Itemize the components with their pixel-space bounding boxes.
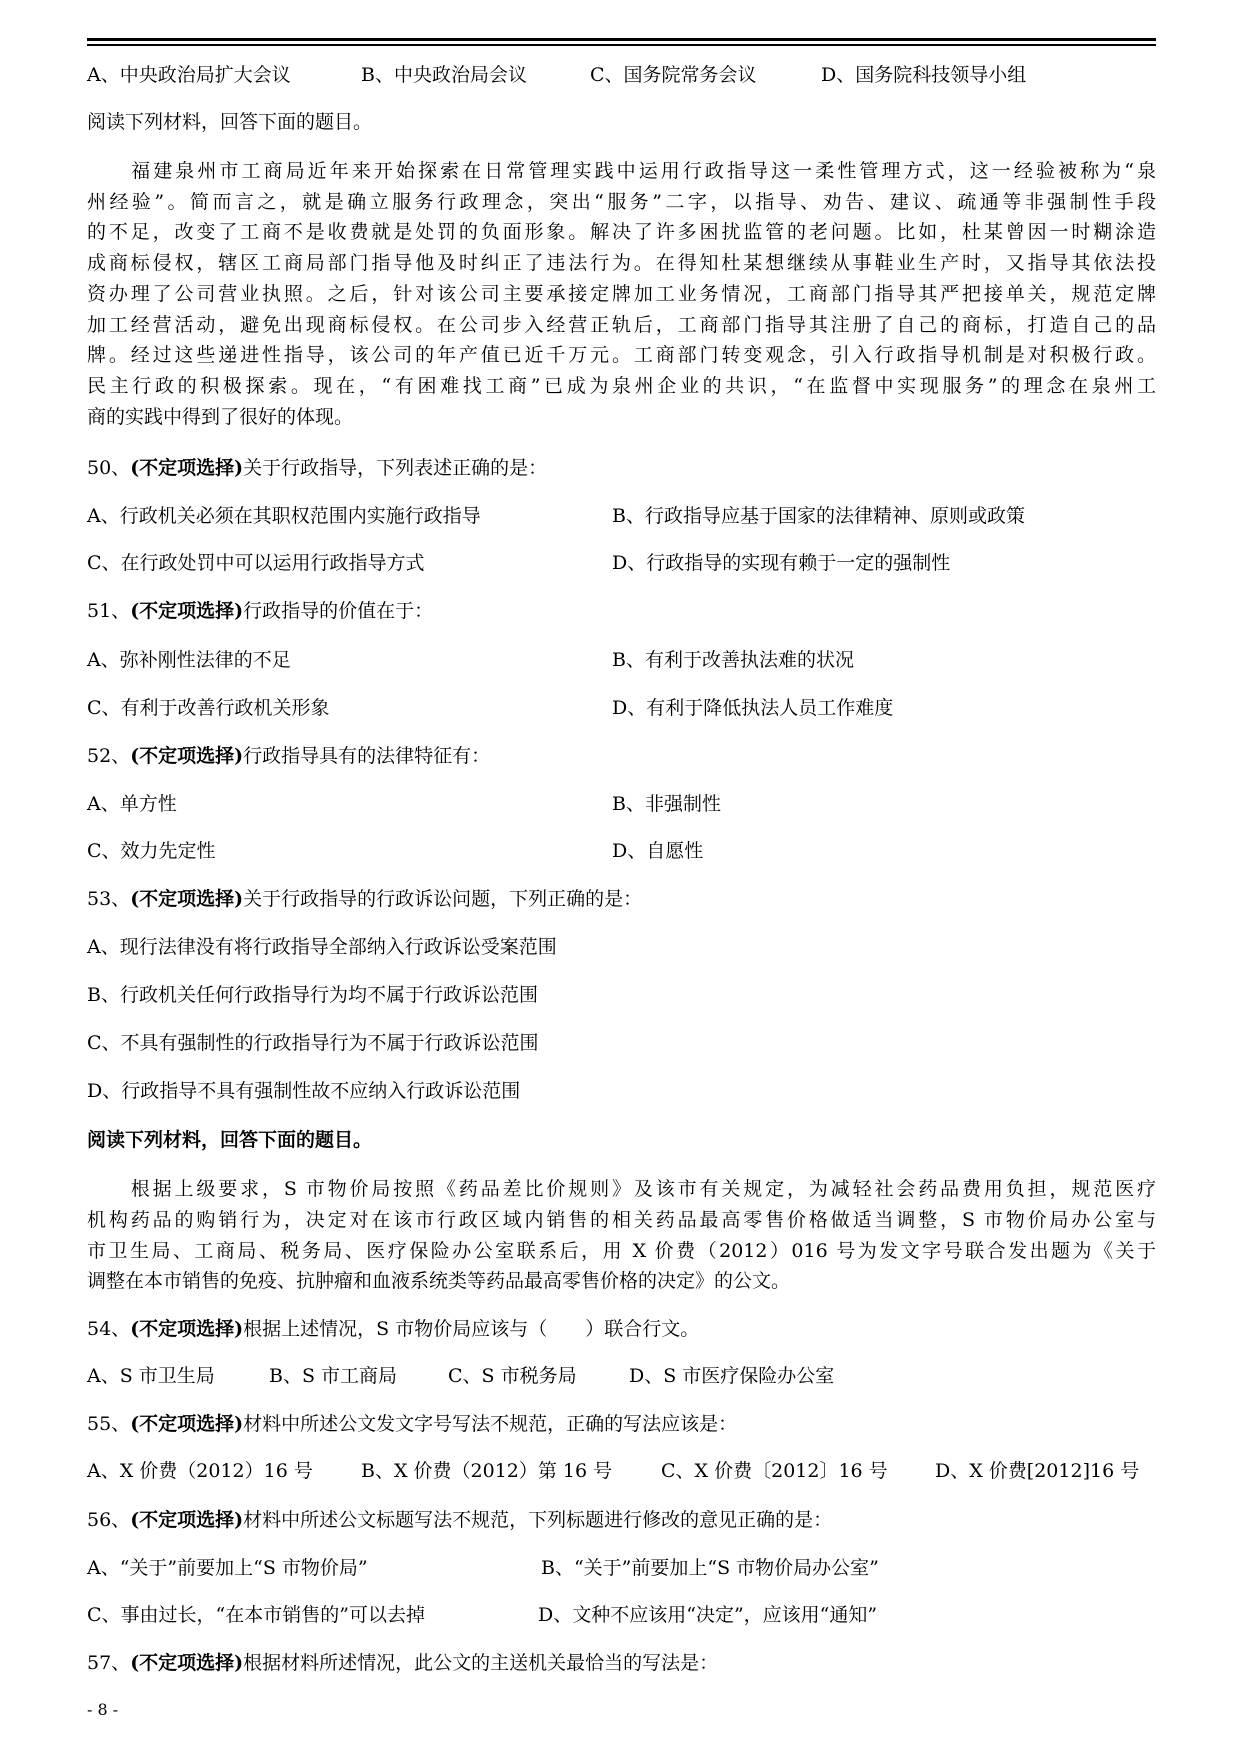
question-tag: (不定项选择) xyxy=(130,745,244,767)
question-number: 57、 xyxy=(87,1652,131,1674)
paragraph-line: 州经验”。简而言之，就是确立服务行政理念，突出“服务”二字，以指导、劝告、建议、疏通等非强制性手段 xyxy=(87,191,1156,213)
paragraph-line: 牌。经过这些递进性指导，该公司的年产值已近千万元。工商部门转变观念，引入行政指导机制是对积极行政。 xyxy=(87,344,1156,366)
question-tag: (不定项选择) xyxy=(130,457,244,479)
option-c: C、X 价费〔2012〕16 号 xyxy=(661,1460,888,1482)
paragraph-line: 根据上级要求，S 市物价局按照《药品差比价规则》及该市有关规定，为减轻社会药品费用负担，规范医疗 xyxy=(87,1178,1156,1200)
question-51 xyxy=(87,599,433,623)
header-rule-thin xyxy=(87,44,1156,46)
option-d: D、国务院科技领导小组 xyxy=(821,64,1027,86)
option-d: D、有利于降低执法人员工作难度 xyxy=(612,697,894,719)
material-heading: 阅读下列材料，回答下面的题目。 xyxy=(87,111,373,133)
question-tag: (不定项选择) xyxy=(130,1652,244,1674)
option-c: C、S 市税务局 xyxy=(448,1365,577,1387)
question-text: 行政指导具有的法律特征有： xyxy=(243,745,491,767)
option-a: A、现行法律没有将行政指导全部纳入行政诉讼受案范围 xyxy=(87,936,557,958)
paragraph-line: 加工经营活动，避免出现商标侵权。在公司步入经营正轨后，工商部门指导其注册了自己的商标，打造自己的品 xyxy=(87,314,1156,336)
option-b: B、行政指导应基于国家的法律精神、原则或政策 xyxy=(612,505,1025,527)
question-number: 51、 xyxy=(87,600,131,622)
option-d: D、S 市医疗保险办公室 xyxy=(629,1365,835,1387)
question-text: 行政指导的价值在于： xyxy=(243,600,434,622)
option-b: B、S 市工商局 xyxy=(269,1365,398,1387)
option-a: A、中央政治局扩大会议 xyxy=(87,64,291,86)
paragraph-line: 资办理了公司营业执照。之后，针对该公司主要承接定牌加工业务情况，工商部门指导其严把接单关，规范定牌 xyxy=(87,283,1156,305)
paragraph-line: 调整在本市销售的免疫、抗肿瘤和血液系统类等药品最高零售价格的决定》的公文。 xyxy=(87,1270,791,1292)
question-55 xyxy=(87,1412,737,1436)
option-d: D、行政指导的实现有赖于一定的强制性 xyxy=(612,552,951,574)
question-tag: (不定项选择) xyxy=(130,1318,244,1340)
paragraph-line: 机构药品的购销行为，决定对在该市行政区域内销售的相关药品最高零售价格做适当调整，S 市物价局办公室与 xyxy=(87,1209,1156,1231)
option-b: B、行政机关任何行政指导行为均不属于行政诉讼范围 xyxy=(87,984,538,1006)
option-a: A、弥补刚性法律的不足 xyxy=(87,649,291,671)
question-52 xyxy=(87,744,490,768)
question-tag: (不定项选择) xyxy=(130,888,244,910)
question-tag: (不定项选择) xyxy=(130,1413,244,1435)
option-d: D、X 价费[2012]16 号 xyxy=(935,1460,1140,1482)
option-a: A、“关于”前要加上“S 市物价局” xyxy=(87,1557,368,1579)
question-56 xyxy=(87,1508,832,1532)
option-c: C、在行政处罚中可以运用行政指导方式 xyxy=(87,552,425,574)
question-57 xyxy=(87,1651,718,1675)
option-a: A、单方性 xyxy=(87,793,177,815)
question-text: 材料中所述公文标题写法不规范，下列标题进行修改的意见正确的是： xyxy=(243,1509,833,1531)
option-b: B、“关于”前要加上“S 市物价局办公室” xyxy=(541,1557,879,1579)
question-number: 55、 xyxy=(87,1413,131,1435)
paragraph-line: 市卫生局、工商局、税务局、医疗保险办公室联系后，用 X 价费（2012）016 号为发文字号联合发出题为《关于 xyxy=(87,1240,1156,1262)
question-number: 54、 xyxy=(87,1318,131,1340)
paragraph-line: 成商标侵权，辖区工商局部门指导他及时纠正了违法行为。在得知杜某想继续从事鞋业生产时，又指导其依法投 xyxy=(87,252,1156,274)
question-text: 根据上述情况，S 市物价局应该与（ ）联合行文。 xyxy=(243,1318,700,1340)
paragraph-line: 民主行政的积极探索。现在，“有困难找工商”已成为泉州企业的共识，“在监督中实现服务”的理念在泉州工 xyxy=(87,375,1156,397)
question-number: 50、 xyxy=(87,457,131,479)
option-c: C、效力先定性 xyxy=(87,840,216,862)
option-b: B、非强制性 xyxy=(612,793,721,815)
option-d: D、行政指导不具有强制性故不应纳入行政诉讼范围 xyxy=(87,1080,521,1102)
page-number: - 8 - xyxy=(87,1700,119,1719)
question-text: 根据材料所述情况，此公文的主送机关最恰当的写法是： xyxy=(243,1652,719,1674)
option-b: B、中央政治局会议 xyxy=(361,64,527,86)
question-tag: (不定项选择) xyxy=(130,1509,244,1531)
header-rule xyxy=(87,38,1156,41)
material-heading: 阅读下列材料，回答下面的题目。 xyxy=(87,1129,373,1151)
option-b: B、有利于改善执法难的状况 xyxy=(612,649,854,671)
paragraph-line: 的不足，改变了工商不是收费就是处罚的负面形象。解决了许多困扰监管的老问题。比如，杜某曾因一时糊涂造 xyxy=(87,221,1156,243)
question-number: 56、 xyxy=(87,1509,131,1531)
option-a: A、行政机关必须在其职权范围内实施行政指导 xyxy=(87,505,481,527)
question-53 xyxy=(87,887,642,911)
option-a: A、S 市卫生局 xyxy=(87,1365,215,1387)
question-50 xyxy=(87,456,547,480)
option-a: A、X 价费（2012）16 号 xyxy=(87,1460,313,1482)
question-54 xyxy=(87,1317,699,1341)
question-text: 关于行政指导的行政诉讼问题，下列正确的是： xyxy=(243,888,643,910)
question-text: 材料中所述公文发文字号写法不规范，正确的写法应该是： xyxy=(243,1413,738,1435)
question-tag: (不定项选择) xyxy=(130,600,244,622)
question-number: 53、 xyxy=(87,888,131,910)
option-d: D、文种不应该用“决定”，应该用“通知” xyxy=(538,1604,878,1626)
option-c: C、有利于改善行政机关形象 xyxy=(87,697,330,719)
question-number: 52、 xyxy=(87,745,131,767)
option-c: C、国务院常务会议 xyxy=(590,64,757,86)
option-c: C、事由过长，“在本市销售的”可以去掉 xyxy=(87,1604,425,1626)
option-b: B、X 价费（2012）第 16 号 xyxy=(361,1460,613,1482)
question-text: 关于行政指导，下列表述正确的是： xyxy=(243,457,548,479)
option-c: C、不具有强制性的行政指导行为不属于行政诉讼范围 xyxy=(87,1032,539,1054)
paragraph-line: 福建泉州市工商局近年来开始探索在日常管理实践中运用行政指导这一柔性管理方式，这一经验被称为“泉 xyxy=(87,160,1156,182)
paragraph-line: 商的实践中得到了很好的体现。 xyxy=(87,406,354,428)
option-d: D、自愿性 xyxy=(612,840,704,862)
